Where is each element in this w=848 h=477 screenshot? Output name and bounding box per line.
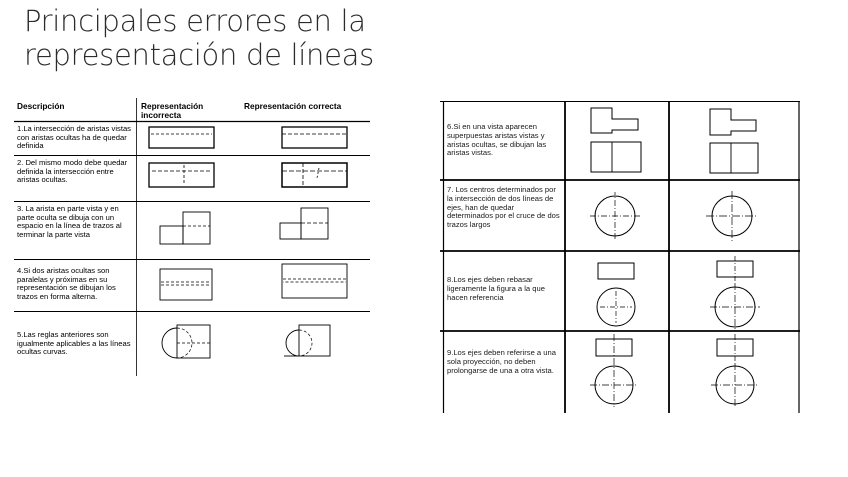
rule-9-text: 9.Los ejes deben referirse a una sola proyección, no deben prolongarse de una a otra vista. xyxy=(447,348,556,375)
rule-5-text: 5.Las reglas anteriores son igualmente aplicables a las líneas ocultas curvas. xyxy=(17,330,131,357)
rule-1-text: 1.La intersección de aristas vistas con aristas ocultas ha de quedar definida xyxy=(17,124,131,151)
rule-8-text: 8.Los ejes deben rebasar ligeramente la figura a la que hacen referencia xyxy=(447,275,545,302)
slide-title: Principales errores en la representación de líneas xyxy=(24,4,374,72)
rule-2-text: 2. Del mismo modo debe quedar definida la intersección entre aristas ocultas. xyxy=(17,158,128,185)
rule-4-text: 4.Si dos aristas ocultas son paralelas y próximas en su representación se dibujan los trazos en forma alterna. xyxy=(17,266,116,301)
rule-6-text: 6.Si en una vista aparecen superpuestas aristas vistas y aristas ocultas, se dibujan las aristas vistas. xyxy=(447,122,547,158)
rule-7-text: 7. Los centros determinados por la intersección de dos líneas de ejes, han de quedar determinados por el cruce de dos trazos largos xyxy=(447,185,560,230)
header-correct: Representación correcta xyxy=(244,101,342,111)
right-rules-table xyxy=(440,101,800,413)
header-incorrect: Representación incorrecta xyxy=(141,101,204,120)
rule-3-text: 3. La arista en parte vista y en parte oculta se dibuja con un espacio en la línea de trazos al terminar la parte vista xyxy=(17,204,122,239)
header-description: Descripción xyxy=(17,101,65,111)
left-rules-table xyxy=(14,98,370,378)
